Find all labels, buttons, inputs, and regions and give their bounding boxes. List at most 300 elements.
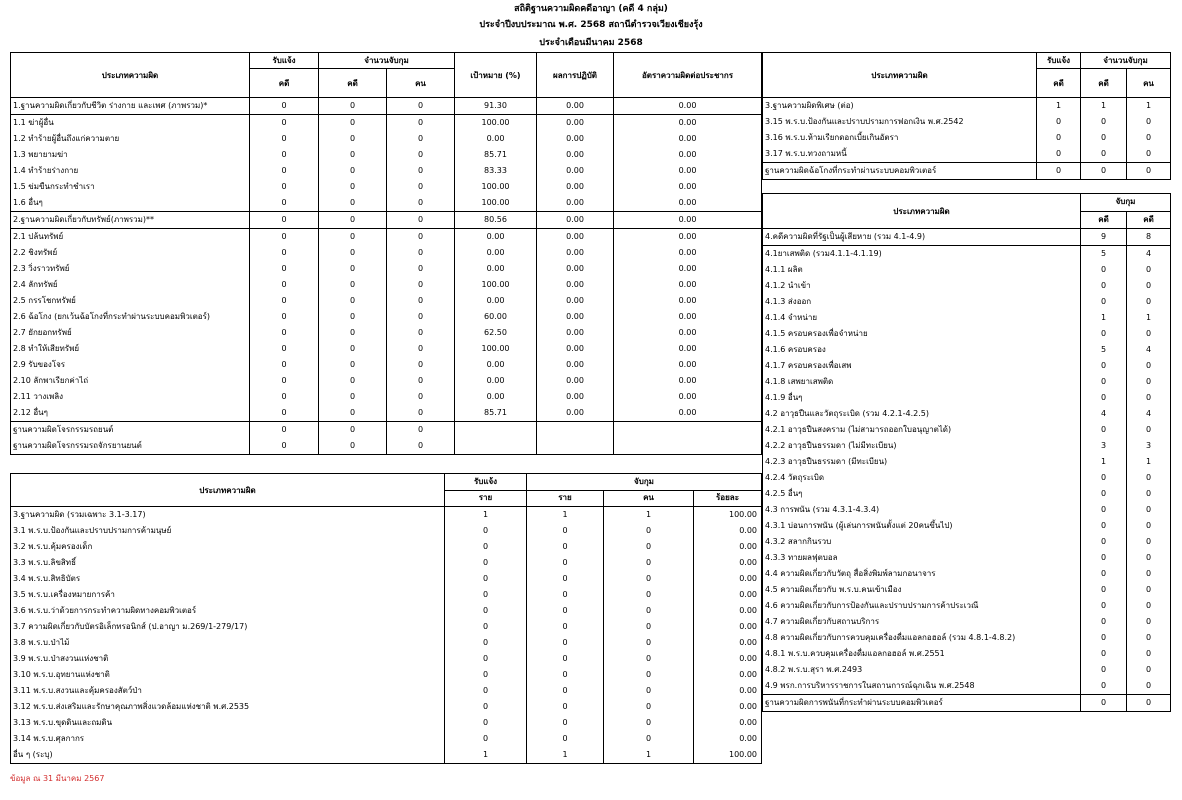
row-value: 0.00 <box>537 309 614 325</box>
table-row <box>11 147 762 163</box>
row-value: 0 <box>1127 358 1171 374</box>
row-value: 0.00 <box>455 293 537 309</box>
row-value: 0 <box>250 147 319 163</box>
row-value: 100.00 <box>694 507 762 524</box>
row-value: 0 <box>1081 390 1127 406</box>
row-value: 0 <box>1127 614 1171 630</box>
table-row <box>11 667 762 683</box>
row-value: 0 <box>1127 518 1171 534</box>
row-value: 1 <box>604 507 694 524</box>
row-label: 4.2.4 วัตถุระเบิด <box>763 470 1081 486</box>
row-label: 2.2 ชิงทรัพย์ <box>11 245 250 261</box>
row-value: 0.00 <box>537 389 614 405</box>
row-value: 0 <box>387 195 455 212</box>
row-value: 1 <box>1127 310 1171 326</box>
row-value: 83.33 <box>455 163 537 179</box>
header-reported: รับแจ้ง <box>250 53 319 69</box>
row-value: 5 <box>1081 342 1127 358</box>
row-value: 0 <box>1127 422 1171 438</box>
row-value: 0.00 <box>694 619 762 635</box>
row-value: 0 <box>319 245 387 261</box>
table-row <box>11 212 762 229</box>
row-value: 0.00 <box>694 683 762 699</box>
header-arrested: จำนวนจับกุม <box>1081 53 1171 69</box>
row-value: 0 <box>387 325 455 341</box>
row-value: 85.71 <box>455 147 537 163</box>
row-label: 3.8 พ.ร.บ.ป่าไม้ <box>11 635 445 651</box>
special-offense-table <box>10 473 762 764</box>
row-value: 0.00 <box>537 115 614 132</box>
row-label: 4.1.2 นำเข้า <box>763 278 1081 294</box>
row-label: 2.1 ปล้นทรัพย์ <box>11 229 250 246</box>
row-label: ฐานความผิดฉ้อโกงที่กระทำผ่านระบบคอมพิวเตอร์ <box>763 163 1037 180</box>
row-value: 0 <box>604 699 694 715</box>
row-value: 0 <box>250 131 319 147</box>
table-row <box>11 229 762 246</box>
header-result: ผลการปฏิบัติ <box>537 53 614 98</box>
row-value: 0 <box>1127 278 1171 294</box>
row-label: 2.3 วิ่งราวทรัพย์ <box>11 261 250 277</box>
row-value: 0.00 <box>694 715 762 731</box>
row-value: 0 <box>250 98 319 115</box>
row-value: 1 <box>1037 98 1081 115</box>
table-row <box>763 326 1171 342</box>
row-value: 0 <box>604 571 694 587</box>
row-value: 0 <box>604 683 694 699</box>
table-row <box>763 406 1171 422</box>
row-value: 0 <box>319 438 387 455</box>
row-label: ฐานความผิดการพนันที่กระทำผ่านระบบคอมพิวเตอร์ <box>763 695 1081 712</box>
row-value: 0 <box>1037 163 1081 180</box>
row-value: 1 <box>1081 310 1127 326</box>
table-row <box>11 389 762 405</box>
row-value: 0 <box>604 603 694 619</box>
row-value: 0 <box>604 619 694 635</box>
row-value: 0 <box>1081 262 1127 278</box>
row-value: 0.00 <box>614 389 762 405</box>
row-value: 0 <box>387 179 455 195</box>
row-label: 4.1.9 อื่นๆ <box>763 390 1081 406</box>
row-value: 0 <box>527 731 604 747</box>
report-title-line2: ประจำปีงบประมาณ พ.ศ. 2568 สถานีตำรวจเวียงเชียงรุ้ง <box>479 20 703 30</box>
row-value: 0.00 <box>537 405 614 422</box>
table-row <box>763 454 1171 470</box>
table-row <box>11 731 762 747</box>
row-label: อื่น ๆ (ระบุ) <box>11 747 445 764</box>
row-value: 0.00 <box>537 147 614 163</box>
row-value: 0 <box>1127 163 1171 180</box>
row-value: 0.00 <box>694 603 762 619</box>
table-row <box>763 534 1171 550</box>
row-label: 4.6 ความผิดเกี่ยวกับการป้องกันและปราบปรามการค้าประเวณี <box>763 598 1081 614</box>
row-value: 0 <box>527 555 604 571</box>
row-value: 0 <box>445 731 527 747</box>
row-label: 3.12 พ.ร.บ.ส่งเสริมและรักษาคุณภาพสิ่งแวดล้อมแห่งชาติ พ.ศ.2535 <box>11 699 445 715</box>
row-value: 0.00 <box>614 98 762 115</box>
row-label: 3.11 พ.ร.บ.สงวนและคุ้มครองสัตว์ป่า <box>11 683 445 699</box>
row-value: 0 <box>250 277 319 293</box>
row-value: 0 <box>445 571 527 587</box>
row-value: 0 <box>604 651 694 667</box>
row-value: 0 <box>387 422 455 439</box>
row-value: 0 <box>445 603 527 619</box>
row-value: 0 <box>1127 678 1171 695</box>
table-row <box>11 195 762 212</box>
row-value: 1 <box>1081 98 1127 115</box>
row-label: 1.3 พยายามฆ่า <box>11 147 250 163</box>
row-label: 2.7 ยักยอกทรัพย์ <box>11 325 250 341</box>
row-value <box>614 438 762 455</box>
row-value: 0.00 <box>614 309 762 325</box>
right-top-panel <box>762 52 1171 180</box>
row-label: 2.11 วางเพลิง <box>11 389 250 405</box>
row-value: 0 <box>319 229 387 246</box>
row-value: 0.00 <box>614 261 762 277</box>
table-row <box>11 341 762 357</box>
row-value: 0.00 <box>537 245 614 261</box>
row-value: 0 <box>527 699 604 715</box>
row-value: 0 <box>387 163 455 179</box>
row-value: 0 <box>1081 294 1127 310</box>
row-value: 0 <box>250 309 319 325</box>
header-category: ประเภทความผิด <box>11 474 445 507</box>
row-value: 0 <box>1127 114 1171 130</box>
row-value: 0.00 <box>537 131 614 147</box>
row-value: 0 <box>445 619 527 635</box>
row-label: 2.12 อื่นๆ <box>11 405 250 422</box>
row-value: 0 <box>604 587 694 603</box>
row-value: 0.00 <box>455 131 537 147</box>
row-value: 0 <box>527 651 604 667</box>
row-value: 0 <box>1127 294 1171 310</box>
row-value: 4 <box>1081 406 1127 422</box>
table-row <box>11 261 762 277</box>
left-stats-panel <box>10 52 762 455</box>
row-value: 0.00 <box>614 373 762 389</box>
row-value: 0.00 <box>537 293 614 309</box>
row-label: 4.4 ความผิดเกี่ยวกับวัตถุ สื่อสิ่งพิมพ์ลามกอนาจาร <box>763 566 1081 582</box>
header-case: คดี <box>250 69 319 98</box>
table-row <box>763 550 1171 566</box>
row-label: 3.13 พ.ร.บ.ขุดดินและถมดิน <box>11 715 445 731</box>
row-value: 0 <box>1081 146 1127 163</box>
row-label: 4.2 อาวุธปืนและวัตถุระเบิด (รวม 4.2.1-4.2.5) <box>763 406 1081 422</box>
row-value: 0 <box>387 261 455 277</box>
row-value: 0.00 <box>537 179 614 195</box>
table-row <box>11 98 762 115</box>
header-rate: อัตราความผิดต่อประชากร <box>614 53 762 98</box>
header-reported: รับแจ้ง <box>1037 53 1081 69</box>
row-value: 0 <box>1127 470 1171 486</box>
table-row <box>763 390 1171 406</box>
table-row <box>11 357 762 373</box>
row-value: 0 <box>527 587 604 603</box>
table-row <box>11 619 762 635</box>
row-value: 0.00 <box>694 667 762 683</box>
row-value: 0.00 <box>614 131 762 147</box>
row-value: 0.00 <box>614 405 762 422</box>
row-value: 0 <box>387 357 455 373</box>
row-value: 0 <box>1081 486 1127 502</box>
row-value: 0 <box>604 539 694 555</box>
table-row <box>763 278 1171 294</box>
row-value: 0.00 <box>537 373 614 389</box>
row-value: 0 <box>527 667 604 683</box>
table-row <box>11 373 762 389</box>
life-property-table <box>10 52 762 455</box>
row-value: 1 <box>604 747 694 764</box>
row-value: 0 <box>250 438 319 455</box>
header-person: คน <box>604 490 694 507</box>
header-arrested: จำนวนจับกุม <box>319 53 455 69</box>
row-label: 3.4 พ.ร.บ.สิทธิบัตร <box>11 571 445 587</box>
table-row <box>11 699 762 715</box>
row-value: 0 <box>250 261 319 277</box>
special-offense-panel <box>10 473 762 764</box>
header-count: ราย <box>527 490 604 507</box>
row-value: 0.00 <box>694 555 762 571</box>
header-category: ประเภทความผิด <box>763 53 1037 98</box>
table-row <box>763 114 1171 130</box>
row-value: 0 <box>1081 130 1127 146</box>
row-label: 3.15 พ.ร.บ.ป้องกันและปราบปรามการฟอกเงิน พ.ศ.2542 <box>763 114 1037 130</box>
row-value: 0.00 <box>614 293 762 309</box>
row-value: 0 <box>445 587 527 603</box>
row-value: 0.00 <box>614 163 762 179</box>
row-value: 0.00 <box>614 341 762 357</box>
row-label: 3.7 ความผิดเกี่ยวกับบัตรอิเล็กทรอนิกส์ (ป.อาญา ม.269/1-279/17) <box>11 619 445 635</box>
row-value: 0 <box>445 539 527 555</box>
table-row <box>763 695 1171 712</box>
row-label: 4.3.1 บ่อนการพนัน (ผู้เล่นการพนันตั้งแต่ 20คนขึ้นไป) <box>763 518 1081 534</box>
row-value: 1 <box>445 507 527 524</box>
row-label: 4.2.1 อาวุธปืนสงคราม (ไม่สามารถออกใบอนุญาตได้) <box>763 422 1081 438</box>
row-value: 0.00 <box>614 147 762 163</box>
row-value: 0 <box>387 131 455 147</box>
row-value: 0 <box>319 195 387 212</box>
row-label: ฐานความผิดโจรกรรมรถจักรยานยนต์ <box>11 438 250 455</box>
row-value: 0.00 <box>455 261 537 277</box>
row-value: 0 <box>445 683 527 699</box>
row-value: 0 <box>1127 566 1171 582</box>
row-value: 0 <box>387 147 455 163</box>
row-value: 0 <box>1127 582 1171 598</box>
row-value: 0.00 <box>537 98 614 115</box>
row-value: 0 <box>387 438 455 455</box>
row-value: 0.00 <box>537 341 614 357</box>
row-value: 1 <box>445 747 527 764</box>
row-value: 0.00 <box>455 245 537 261</box>
row-value: 0 <box>250 405 319 422</box>
row-value: 0 <box>1127 146 1171 163</box>
row-value: 0.00 <box>614 325 762 341</box>
row-value: 0 <box>445 715 527 731</box>
row-value: 1 <box>527 747 604 764</box>
report-title-line3: ประจำเดือนมีนาคม 2568 <box>539 38 643 48</box>
table-row <box>11 571 762 587</box>
row-value: 0.00 <box>694 699 762 715</box>
row-label: 1.5 ข่มขืนกระทำชำเรา <box>11 179 250 195</box>
row-value: 1 <box>1127 454 1171 470</box>
row-label: 3.17 พ.ร.บ.ทวงถามหนี้ <box>763 146 1037 163</box>
row-value: 0 <box>1127 662 1171 678</box>
row-value: 0.00 <box>537 277 614 293</box>
row-value: 0 <box>319 277 387 293</box>
row-value: 0.00 <box>614 357 762 373</box>
row-value: 0 <box>319 115 387 132</box>
row-value: 0 <box>1081 163 1127 180</box>
table-row <box>11 587 762 603</box>
row-value: 0 <box>527 635 604 651</box>
row-value: 0 <box>1081 678 1127 695</box>
header-case: คดี <box>319 69 387 98</box>
row-label: 3.5 พ.ร.บ.เครื่องหมายการค้า <box>11 587 445 603</box>
row-label: 4.7 ความผิดเกี่ยวกับสถานบริการ <box>763 614 1081 630</box>
row-value: 100.00 <box>455 195 537 212</box>
row-value: 0 <box>1081 358 1127 374</box>
row-value <box>537 438 614 455</box>
row-value: 0 <box>250 229 319 246</box>
row-value: 0 <box>1081 326 1127 342</box>
row-value: 60.00 <box>455 309 537 325</box>
row-value: 0 <box>527 619 604 635</box>
row-value: 0 <box>387 115 455 132</box>
row-value: 0 <box>445 523 527 539</box>
row-value: 0.00 <box>614 179 762 195</box>
row-label: 1.2 ทำร้ายผู้อื่นถึงแก่ความตาย <box>11 131 250 147</box>
row-value: 80.56 <box>455 212 537 229</box>
row-value: 0 <box>319 405 387 422</box>
row-value: 0 <box>1081 646 1127 662</box>
table-row <box>763 374 1171 390</box>
row-value: 0.00 <box>537 163 614 179</box>
row-label: 4.1.1 ผลิต <box>763 262 1081 278</box>
row-label: 3.ฐานความผิด (รวมเฉพาะ 3.1-3.17) <box>11 507 445 524</box>
row-value: 0.00 <box>537 325 614 341</box>
row-label: 3.1 พ.ร.บ.ป้องกันและปราบปรามการค้ามนุษย์ <box>11 523 445 539</box>
row-label: 3.10 พ.ร.บ.อุทยานแห่งชาติ <box>11 667 445 683</box>
row-label: 4.5 ความผิดเกี่ยวกับ พ.ร.บ.คนเข้าเมือง <box>763 582 1081 598</box>
header-arrested: จับกุม <box>1081 194 1171 212</box>
row-value: 0 <box>319 373 387 389</box>
row-value: 0 <box>319 98 387 115</box>
row-value: 0.00 <box>537 261 614 277</box>
row-value: 0 <box>1081 662 1127 678</box>
row-label: 2.ฐานความผิดเกี่ยวกับทรัพย์(ภาพรวม)** <box>11 212 250 229</box>
row-value: 0.00 <box>455 229 537 246</box>
row-value <box>455 422 537 439</box>
row-label: 2.8 ทำให้เสียทรัพย์ <box>11 341 250 357</box>
table-row <box>11 683 762 699</box>
header-count: ราย <box>445 490 527 507</box>
row-value: 0 <box>319 341 387 357</box>
row-label: 2.4 ลักทรัพย์ <box>11 277 250 293</box>
row-value: 0 <box>1127 695 1171 712</box>
row-label: 4.2.3 อาวุธปืนธรรมดา (มีทะเบียน) <box>763 454 1081 470</box>
row-value: 0 <box>1081 598 1127 614</box>
header-case: คดี <box>1037 69 1081 98</box>
row-label: 3.14 พ.ร.บ.ศุลกากร <box>11 731 445 747</box>
row-value: 0 <box>1081 614 1127 630</box>
row-value: 0.00 <box>537 212 614 229</box>
row-label: 4.1.4 จำหน่าย <box>763 310 1081 326</box>
row-value: 0.00 <box>614 115 762 132</box>
table-row <box>763 582 1171 598</box>
table-row <box>11 309 762 325</box>
row-value: 0 <box>250 373 319 389</box>
row-value: 0 <box>319 163 387 179</box>
row-value: 0 <box>1127 502 1171 518</box>
table-row <box>763 502 1171 518</box>
row-value <box>614 422 762 439</box>
table-row <box>11 507 762 524</box>
row-label: 3.2 พ.ร.บ.คุ้มครองเด็ก <box>11 539 445 555</box>
row-label: 2.10 ลักพาเรียกค่าไถ่ <box>11 373 250 389</box>
row-value: 3 <box>1081 438 1127 454</box>
row-label: 4.9 พรก.การบริหารราชการในสถานการณ์ฉุกเฉิน พ.ศ.2548 <box>763 678 1081 695</box>
row-value: 0 <box>250 389 319 405</box>
table-row <box>763 438 1171 454</box>
row-value: 0 <box>604 667 694 683</box>
row-value: 0 <box>527 539 604 555</box>
row-value: 0 <box>1081 534 1127 550</box>
special-offense-cont-table <box>762 52 1171 180</box>
row-label: 4.3.3 ทายผลฟุตบอล <box>763 550 1081 566</box>
row-value: 0 <box>250 179 319 195</box>
row-label: 3.9 พ.ร.บ.ป่าสงวนแห่งชาติ <box>11 651 445 667</box>
report-title-line1: สถิติฐานความผิดคดีอาญา (คดี 4 กลุ่ม) <box>514 4 668 14</box>
row-label: 2.9 รับของโจร <box>11 357 250 373</box>
row-value: 0.00 <box>694 731 762 747</box>
table-row <box>11 163 762 179</box>
row-value: 0 <box>527 715 604 731</box>
table-row <box>763 358 1171 374</box>
row-value: 85.71 <box>455 405 537 422</box>
table-row <box>11 555 762 571</box>
row-value: 0.00 <box>694 523 762 539</box>
table-row <box>763 614 1171 630</box>
table-row <box>11 325 762 341</box>
row-value: 0 <box>319 147 387 163</box>
row-label: 1.1 ฆ่าผู้อื่น <box>11 115 250 132</box>
row-value: 0 <box>250 357 319 373</box>
table-row <box>763 598 1171 614</box>
row-value: 0 <box>1081 630 1127 646</box>
row-value: 100.00 <box>455 115 537 132</box>
row-value: 0 <box>319 325 387 341</box>
row-value: 0 <box>250 422 319 439</box>
row-value: 0.00 <box>694 651 762 667</box>
table-row <box>11 523 762 539</box>
row-value: 0.00 <box>694 635 762 651</box>
table-row <box>763 566 1171 582</box>
row-value: 0.00 <box>614 195 762 212</box>
row-value: 0 <box>387 98 455 115</box>
row-value: 0 <box>250 293 319 309</box>
row-value: 0.00 <box>455 357 537 373</box>
right-bottom-panel <box>762 193 1171 712</box>
table-row <box>763 518 1171 534</box>
row-value: 0.00 <box>694 587 762 603</box>
row-value: 0 <box>1037 146 1081 163</box>
row-value: 0 <box>1081 550 1127 566</box>
row-value: 0 <box>1081 502 1127 518</box>
row-value: 0 <box>1127 262 1171 278</box>
row-label: 4.1.3 ส่งออก <box>763 294 1081 310</box>
table-row <box>763 98 1171 115</box>
row-value: 91.30 <box>455 98 537 115</box>
header-category: ประเภทความผิด <box>11 53 250 98</box>
